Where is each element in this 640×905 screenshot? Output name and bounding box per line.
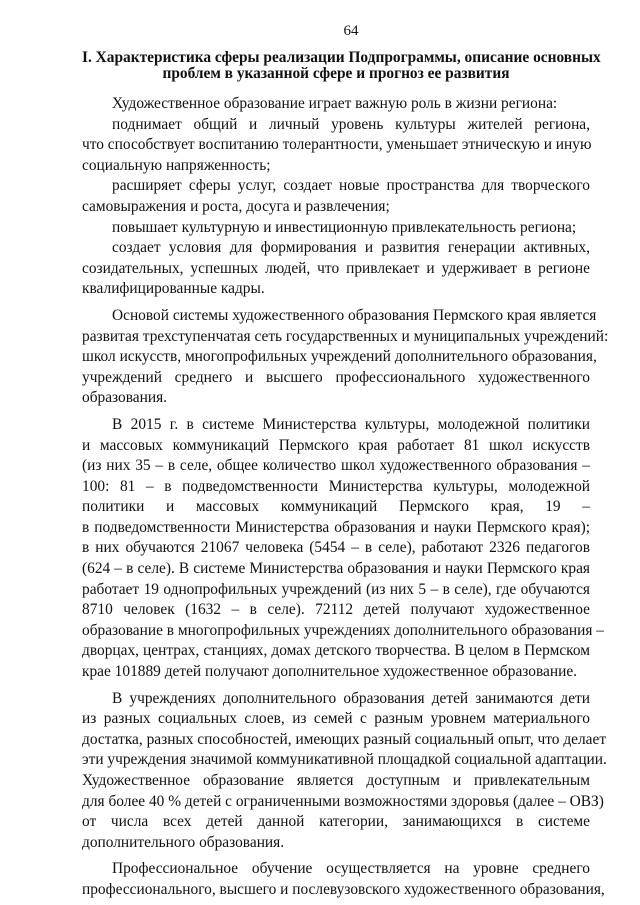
text-line: Основой системы художественного образования Пермского края является xyxy=(112,306,597,324)
paragraph xyxy=(82,859,605,900)
text-line: социальную напряженность; xyxy=(82,156,271,174)
text-line: крае 101889 детей получают дополнительное художественное образование. xyxy=(82,663,578,681)
text-line: созидательных, успешных людей, что привлекает и удерживает в регионе xyxy=(82,259,590,277)
text-line: в них обучаются 21067 человека (5454 – в селе), работают 2326 педагогов xyxy=(82,539,590,557)
text-line: школ искусств, многопрофильных учреждений дополнительного образования, xyxy=(82,348,597,366)
paragraph xyxy=(82,689,607,854)
paragraph xyxy=(82,238,590,300)
text-line: Художественное образование является доступным и привлекательным xyxy=(82,772,590,789)
text-line: В 2015 г. в системе Министерства культуры, молодежной политики xyxy=(112,415,590,433)
text-line: (624 – в селе). В системе Министерства образования и науки Пермского края xyxy=(82,560,590,578)
text-line: и массовых коммуникаций Пермского края работает 81 школ искусств xyxy=(82,436,590,454)
page-number: 64 xyxy=(343,23,359,39)
text-line: 8710 человек (1632 – в селе). 72112 детей получают художественное xyxy=(82,601,590,619)
text-line: для более 40 % детей с ограниченными возможностями здоровья (далее – ОВЗ) xyxy=(82,792,604,810)
text-line: 100: 81 – в подведомственности Министерства культуры, молодежной xyxy=(82,477,590,495)
paragraph xyxy=(82,115,590,177)
paragraph xyxy=(82,306,609,409)
text-line: образование в многопрофильных учреждениях дополнительного образования – xyxy=(82,621,604,639)
text-line: политики и массовых коммуникаций Пермского края, 19 – xyxy=(82,498,590,516)
text-line: самовыражения и роста, досуга и развлечения; xyxy=(82,197,390,215)
text-line: (из них 35 – в селе, общее количество школ художественного образования – xyxy=(82,457,590,475)
text-line: из разных социальных слоев, из семей с разным уровнем материального xyxy=(82,710,590,728)
section-heading xyxy=(82,49,601,82)
text-line: В учреждениях дополнительного образования детей занимаются дети xyxy=(112,689,590,707)
paragraph xyxy=(82,415,604,683)
text-line: учреждений среднего и высшего профессионального художественного xyxy=(82,368,590,386)
text-line: эти учреждения значимой коммуникативной площадкой социальной адаптации. xyxy=(82,751,607,769)
text-line: развитая трехступенчатая сеть государственных и муниципальных учреждений: xyxy=(82,327,609,345)
text-line: дополнительного образования. xyxy=(82,833,285,851)
heading-line: проблем в указанной сфере и прогноз ее развития xyxy=(162,65,510,82)
text-line: что способствует воспитанию толерантности, уменьшает этническую и иную xyxy=(82,136,592,154)
text-line: от числа всех детей данной категории, занимающихся в системе xyxy=(82,813,590,831)
text-line: Художественное образование играет важную роль в жизни региона: xyxy=(112,95,558,112)
paragraph xyxy=(82,176,590,217)
text-line: в подведомственности Министерства образования и науки Пермского края); xyxy=(82,518,590,536)
text-line: достатка, разных способностей, имеющих разный социальный опыт, что делает xyxy=(82,730,607,748)
text-line: поднимает общий и личный уровень культуры жителей региона, xyxy=(112,115,590,133)
text-line: профессионального, высшего и послевузовского художественного образования, xyxy=(82,880,605,898)
text-line: образования. xyxy=(82,389,168,407)
heading-line: I. Характеристика сферы реализации Подпрограммы, описание основных xyxy=(82,49,601,66)
body-text xyxy=(82,94,609,901)
text-line: дворцах, центрах, станциях, домах детского творчества. В целом в Пермском xyxy=(82,642,590,660)
text-line: повышает культурную и инвестиционную привлекательность региона; xyxy=(112,218,577,236)
text-line: квалифицированные кадры. xyxy=(82,280,265,298)
text-line: работает 19 однопрофильных учреждений (из них 5 – в селе), где обучаются xyxy=(82,580,590,598)
paragraph xyxy=(82,94,590,115)
text-line: расширяет сферы услуг, создает новые пространства для творческого xyxy=(112,177,590,195)
text-line: создает условия для формирования и развития генерации активных, xyxy=(112,239,590,257)
paragraph xyxy=(82,218,590,239)
text-line: Профессиональное обучение осуществляется на уровне среднего xyxy=(112,860,590,878)
